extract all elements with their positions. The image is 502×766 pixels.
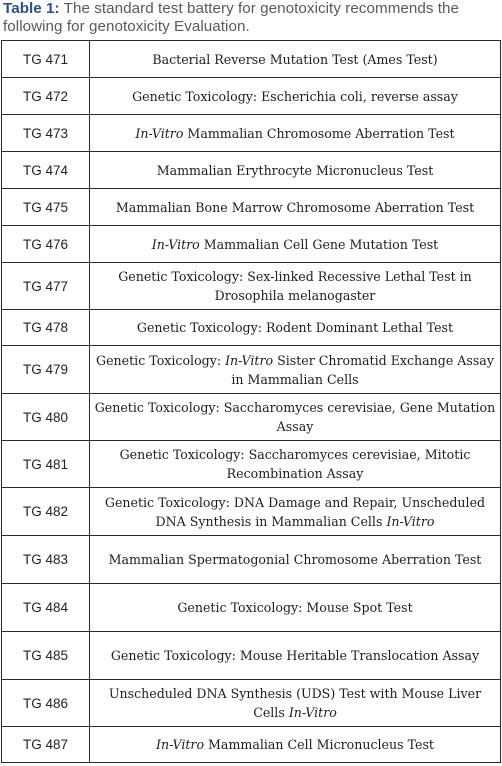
description-text: Genetic Toxicology: Saccharomyces cerevisiae, Mitotic Recombination Assay: [119, 447, 471, 481]
test-description: [90, 488, 501, 536]
table-row: [2, 441, 501, 488]
description-text: Mammalian Cell Micronucleus Test: [204, 737, 434, 752]
test-description: [90, 310, 501, 346]
description-text: Mammalian Cell Gene Mutation Test: [199, 236, 439, 252]
table-row: [2, 584, 501, 632]
test-description: [90, 394, 501, 441]
description-text: Mammalian Chromosome Aberration Test: [183, 125, 455, 141]
test-description: [90, 441, 501, 488]
description-text: Sister Chromatid Exchange Assay in Mammalian Cells: [231, 352, 494, 387]
description-italic-text: In-Vitro: [225, 352, 274, 368]
test-description: [90, 115, 501, 152]
description-text: Genetic Toxicology: Mouse Heritable Translocation Assay: [110, 648, 480, 663]
test-guideline-code: TG 472: [2, 78, 90, 115]
description-text: Unscheduled DNA Synthesis (UDS) Test with Mouse Liver Cells: [108, 686, 482, 720]
test-guideline-code: TG 483: [2, 536, 90, 584]
table-row: [2, 263, 501, 310]
test-guideline-code: TG 484: [2, 584, 90, 632]
description-text: Genetic Toxicology: Escherichia coli, reverse assay: [132, 88, 458, 104]
test-guideline-code: TG 475: [2, 189, 90, 226]
test-description: [90, 263, 501, 310]
description-italic-text: In-Vitro: [156, 737, 205, 752]
description-text: Genetic Toxicology: Sex-linked Recessive Lethal Test in Drosophila melanogaster: [118, 269, 472, 303]
description-text: Genetic Toxicology:: [96, 352, 226, 368]
table-row: [2, 78, 501, 115]
test-description: [90, 680, 501, 727]
test-description: [90, 727, 501, 763]
table-row: [2, 152, 501, 189]
table-row: [2, 189, 501, 226]
table-row: [2, 488, 501, 536]
test-guideline-code: TG 476: [2, 226, 90, 263]
table-row: [2, 226, 501, 263]
table-row: [2, 41, 501, 78]
description-italic-text: In-Vitro: [135, 125, 184, 141]
description-text: Mammalian Bone Marrow Chromosome Aberration Test: [115, 199, 475, 215]
test-guideline-code: TG 487: [2, 727, 90, 763]
test-guideline-code: TG 486: [2, 680, 90, 727]
test-guideline-code: TG 479: [2, 346, 90, 394]
test-description: [90, 78, 501, 115]
genotoxicity-test-table: [1, 40, 501, 763]
description-italic-text: In-Vitro: [386, 513, 435, 529]
table-row: [2, 310, 501, 346]
test-guideline-code: TG 478: [2, 310, 90, 346]
table-caption-label: Table 1:: [3, 0, 60, 17]
test-guideline-code: TG 481: [2, 441, 90, 488]
test-guideline-code: TG 485: [2, 632, 90, 680]
test-guideline-code: TG 480: [2, 394, 90, 441]
test-description: [90, 152, 501, 189]
description-text: Mammalian Erythrocyte Micronucleus Test: [156, 162, 434, 178]
test-description: [90, 226, 501, 263]
test-description: [90, 584, 501, 632]
test-description: [90, 346, 501, 394]
test-description: [90, 189, 501, 226]
description-text: Genetic Toxicology: Mouse Spot Test: [177, 600, 413, 615]
test-guideline-code: TG 473: [2, 115, 90, 152]
table-row: [2, 632, 501, 680]
test-description: [90, 41, 501, 78]
test-guideline-code: TG 477: [2, 263, 90, 310]
table-body: [2, 41, 501, 763]
table-row: [2, 394, 501, 441]
table-row: [2, 536, 501, 584]
test-guideline-code: TG 474: [2, 152, 90, 189]
description-text: Bacterial Reverse Mutation Test (Ames Test): [152, 51, 438, 67]
description-text: Genetic Toxicology: DNA Damage and Repair, Unscheduled DNA Synthesis in Mammalian Cells: [104, 494, 486, 529]
table-row: [2, 727, 501, 763]
test-guideline-code: TG 482: [2, 488, 90, 536]
table-row: [2, 346, 501, 394]
test-description: [90, 536, 501, 584]
description-text: Mammalian Spermatogonial Chromosome Aberration Test: [108, 552, 482, 567]
table-caption: [3, 0, 501, 36]
description-italic-text: In-Vitro: [151, 236, 200, 252]
description-text: Genetic Toxicology: Saccharomyces cerevisiae, Gene Mutation Assay: [94, 400, 496, 434]
test-guideline-code: TG 471: [2, 41, 90, 78]
description-italic-text: In-Vitro: [288, 705, 337, 720]
description-text: Genetic Toxicology: Rodent Dominant Lethal Test: [136, 320, 454, 335]
test-description: [90, 632, 501, 680]
table-row: [2, 680, 501, 727]
table-caption-text: The standard test battery for genotoxicity recommends the following for genotoxicity Evaluation.: [3, 0, 460, 35]
table-row: [2, 115, 501, 152]
